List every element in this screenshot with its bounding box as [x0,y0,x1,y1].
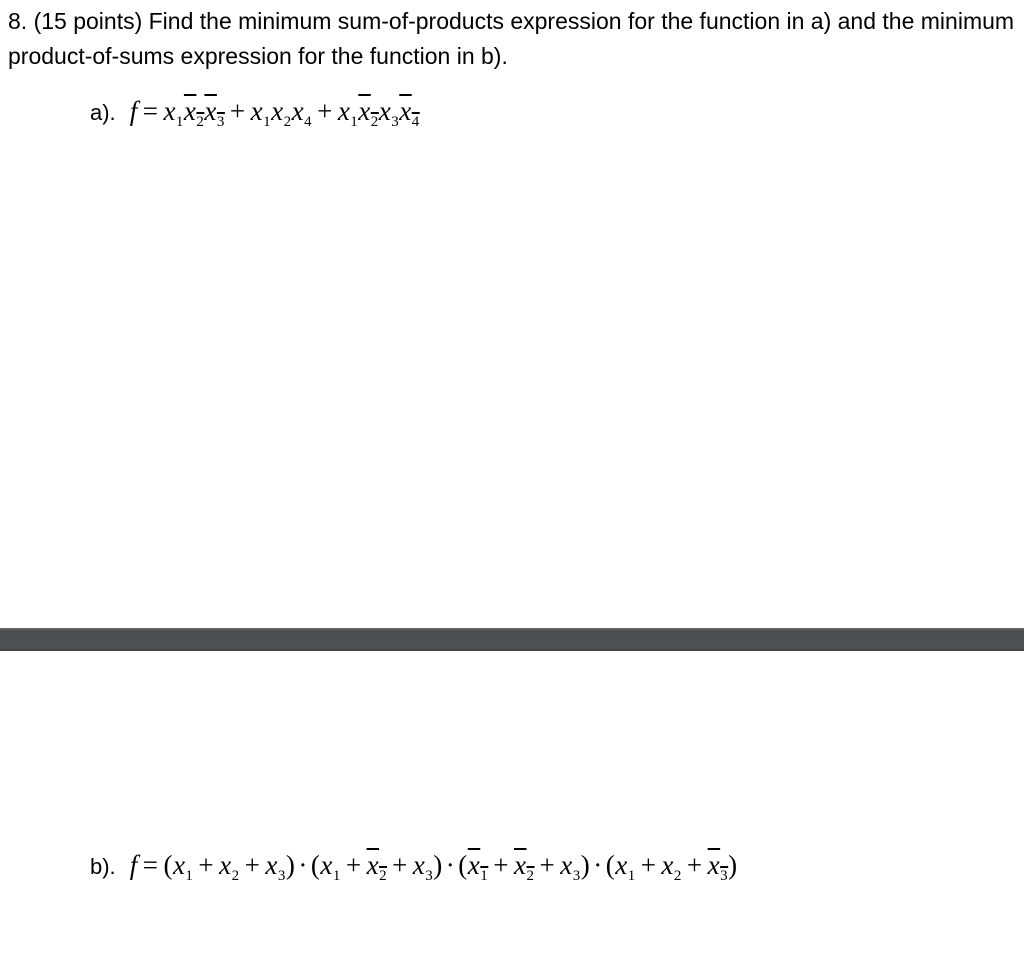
variable: f [129,96,138,126]
negated-variable: $x_3$ [707,850,729,884]
paren: ) [285,850,296,880]
negated-variable: $x_2$ [358,96,379,130]
question-text: 8. (15 points) Find the minimum sum-of-products expression for the function in a) and the minimum product-of-sums expression for the function in b). [8,8,1015,69]
negated-variable: $x_1$ [467,850,489,884]
paren: ) [728,850,738,880]
paren: ) [433,850,443,880]
part-a [90,96,420,130]
equals-operator: = [142,850,159,880]
plus-operator: + [539,850,556,880]
variable: $x_4$ [291,96,313,130]
part-b-label: b). [90,854,116,879]
paren: ( [605,850,616,880]
variable: $x_3$ [378,96,400,130]
plus-operator: + [493,850,509,880]
paren: ( [458,850,468,880]
variable: $x_1$ [172,850,194,884]
plus-operator: + [317,96,333,126]
negated-variable: $x_2$ [183,96,205,130]
part-a-label: a). [90,100,116,125]
part-a-expression [129,96,420,130]
negated-variable: $x_2$ [514,850,535,884]
variable: $x_2$ [219,850,240,884]
variable: $x_3$ [560,850,581,884]
variable: $x_1$ [337,96,359,130]
product-operator: · [593,850,603,880]
plus-operator: + [686,850,703,880]
variable: $x_1$ [163,96,184,130]
plus-operator: + [640,850,657,880]
part-b [90,850,738,884]
variable: $x_1$ [320,850,341,884]
variable: $x_2$ [661,850,682,884]
paren: ( [310,850,321,880]
plus-operator: + [392,850,408,880]
plus-operator: + [345,850,362,880]
variable: $x_3$ [412,850,434,884]
variable: $x_3$ [265,850,286,884]
negated-variable: $x_3$ [204,96,225,130]
variable: $x_1$ [250,96,272,130]
part-b-expression [129,850,738,884]
plus-operator: + [198,850,215,880]
paren: ) [580,850,591,880]
variable: f [129,850,138,880]
plus-operator: + [244,850,261,880]
negated-variable: $x_4$ [399,96,420,130]
negated-variable: $x_2$ [366,850,388,884]
equals-operator: = [142,96,159,126]
product-operator: · [445,850,456,880]
paren: ( [163,850,173,880]
page-divider [0,628,1024,651]
plus-operator: + [229,96,246,126]
product-operator: · [298,850,308,880]
variable: $x_2$ [271,96,292,130]
variable: $x_1$ [615,850,636,884]
